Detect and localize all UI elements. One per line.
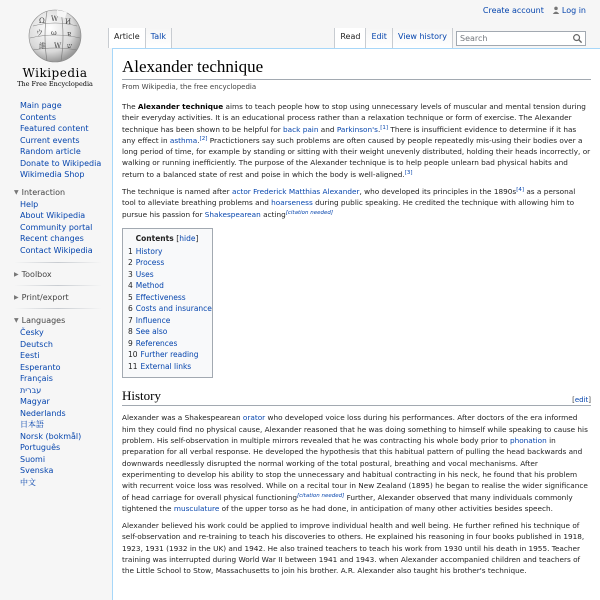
reference-link[interactable]: [2] — [199, 135, 208, 142]
personal-tools — [483, 6, 586, 15]
portal-divider — [14, 308, 102, 309]
text: Alexander was a Shakespearean — [122, 413, 243, 423]
text: Further, Alexander observed that many individuals commonly tightened the — [122, 492, 573, 513]
tab-edit[interactable]: Edit — [366, 28, 393, 48]
user-icon — [552, 6, 560, 14]
history-paragraph-2: Alexander believed his work could be applied to improve individual health and well being. He further refined his technique of self-observation and re-training to teach his discoveries to others. He explained his reasoning in four books published in 1918, 1923, 1931 (1932 in the UK) and 1942. He also trained teachers to teach his work from 1930 until his death in 1955. Teacher training was interrupted during World War II between 1941 and 1943. when Alexander accompanied children and teachers of the Little School to Stow, Massachusetts to join his brother. A.R. Alexander also taught his brother's technique. — [122, 521, 585, 576]
sidebar — [0, 100, 112, 488]
text: Practictioners say such problems are often caused by people repeatedly mis-using their bodies over a long period of time, for example by standing or sitting with their weight unevenly distributed, holding their heads incorrectly, or walking or running inefficiently. The purpose of the Alexander technique is to help people unlearn bad physical habits and return to a balanced state of rest and poise in which the body is well-aligned. — [122, 135, 591, 179]
link-parkinsons[interactable]: Parkinson's — [336, 124, 378, 134]
sidebar-navigation — [0, 100, 112, 181]
text: of the upper torso as he had done, in anticipation of many other activities besides speech. — [219, 503, 553, 513]
toc-item[interactable] — [128, 257, 206, 269]
language-link[interactable]: Magyar — [20, 397, 50, 406]
toc-title-row: Contents [hide] — [135, 233, 199, 243]
language-link[interactable]: Deutsch — [20, 339, 53, 349]
language-link[interactable]: Português — [20, 443, 61, 452]
svg-text:И: И — [65, 18, 72, 26]
namespace-tabs — [108, 28, 172, 48]
toc-link[interactable]: Effectiveness — [135, 292, 186, 302]
toc-item[interactable] — [128, 269, 206, 281]
toc-link[interactable]: Process — [135, 258, 165, 268]
link-musculature[interactable]: musculature — [173, 503, 220, 513]
article-content — [112, 48, 600, 600]
sidebar-item-featured-content[interactable]: Featured content — [20, 124, 89, 133]
intro-paragraph-1 — [122, 101, 591, 180]
sidebar-item-recent-changes[interactable]: Recent changes — [20, 234, 84, 243]
link-orator[interactable]: orator — [242, 413, 266, 423]
toc-item[interactable] — [128, 280, 206, 292]
sidebar-item-main-page[interactable]: Main page — [20, 101, 62, 110]
portal-languages — [0, 327, 112, 488]
sidebar-item-about[interactable]: About Wikipedia — [20, 211, 86, 220]
svg-text:ש: ש — [67, 42, 72, 50]
tab-view-history[interactable]: View history — [393, 28, 453, 48]
text: who developed voice loss during his performances. After doctors of the era informed him they could find no physical cause, Alexander reasoned that he was doing something to himself while speaking to cause his problem. His self-observation in multiple mirrors revealed that he was contracting his whole body prior to — [122, 413, 588, 446]
toc-link[interactable]: Influence — [135, 315, 171, 325]
tab-talk[interactable]: Talk — [146, 28, 172, 48]
logo-wordmark: Wikipedia — [22, 66, 88, 80]
text: aims to teach people how to stop using unnecessary levels of muscular and mental tension during their everyday activities. It is an educational process rather than a relaxation technique or form of exercise. The Alexander technique has been shown to be helpful for — [122, 102, 586, 134]
language-link[interactable]: Nederlands — [20, 408, 66, 418]
language-link[interactable]: Français — [20, 374, 53, 383]
language-link[interactable]: Suomi — [20, 454, 46, 464]
link-back-pain[interactable]: back pain — [283, 124, 319, 134]
text: during public speaking. He credited the technique with allowing him to pursue his passion for — [122, 198, 575, 219]
toc-link[interactable]: External links — [140, 361, 192, 371]
portal-divider — [14, 262, 102, 263]
toc-item[interactable] — [128, 246, 206, 258]
toc-link[interactable]: Further reading — [140, 350, 199, 360]
text: There is insufficient evidence to determine if it has any effect in — [122, 124, 577, 145]
history-paragraph-1 — [122, 412, 591, 514]
text: as a personal tool to alleviate breathing problems and — [122, 187, 576, 208]
toc-number: 11 — [128, 361, 138, 371]
site-subtitle: From Wikipedia, the free encyclopedia — [122, 83, 257, 91]
sidebar-item-random-article[interactable]: Random article — [20, 147, 81, 156]
text: . — [377, 124, 381, 134]
toc-link[interactable]: See also — [135, 327, 168, 337]
section-heading-history: History — [122, 388, 161, 404]
portal-interaction — [0, 199, 112, 257]
citation-needed-link[interactable]: [citation needed] — [296, 492, 345, 499]
portal-interaction-toggle[interactable] — [0, 188, 112, 197]
toc-link[interactable]: References — [135, 338, 178, 348]
text: and — [318, 124, 337, 134]
language-link[interactable]: 中文 — [20, 477, 36, 487]
puzzle-globe-icon — [27, 8, 83, 64]
svg-text:維: 維 — [39, 42, 46, 50]
portal-toolbox-toggle[interactable] — [0, 270, 112, 279]
sidebar-item-contents[interactable]: Contents — [20, 112, 56, 122]
toc-link[interactable]: History — [135, 246, 163, 256]
language-link[interactable]: 日本語 — [20, 420, 44, 429]
view-tabs — [334, 28, 586, 48]
svg-text:Ω: Ω — [39, 17, 45, 25]
sidebar-item-community-portal[interactable]: Community portal — [20, 222, 93, 232]
toc-item[interactable] — [128, 361, 206, 373]
toc-number: 8 — [128, 327, 133, 337]
text: The technique is named after — [122, 187, 232, 197]
search-input[interactable] — [456, 31, 586, 46]
toc-link[interactable]: Costs and insurance — [135, 304, 212, 314]
triangle-down-icon: ▼ — [14, 317, 19, 324]
svg-text:W: W — [51, 15, 59, 23]
table-of-contents — [122, 228, 213, 379]
toc-number: 3 — [128, 269, 133, 279]
portal-print-toggle[interactable] — [0, 293, 112, 302]
svg-text:ɐ: ɐ — [67, 30, 72, 38]
link-shakespearean[interactable]: Shakespearean — [204, 209, 261, 219]
text: in preparation for all verbal response. He developed the hypothesis that this habitual pattern of pulling the head backwards and downwards needlessly disrupted the normal working of the total postural, breathing and vocal mechanisms. After experimenting to develop his ability to stop the unnecessary and habitual contracting in his neck, he found that his problem with recurrent voice loss was resolved. While on a recital tour in New Zealand (1895) he began to realise the wider significance of head carriage for overall physical functioning — [122, 436, 588, 502]
svg-text:ω: ω — [51, 29, 57, 37]
language-link[interactable]: Norsk (bokmål) — [20, 431, 82, 441]
svg-text:ウ: ウ — [36, 29, 43, 37]
login-link-wrap[interactable] — [552, 6, 586, 15]
sidebar-item-contact[interactable]: Contact Wikipedia — [20, 245, 93, 255]
toc-number: 4 — [128, 281, 133, 291]
link-hoarseness[interactable]: hoarseness — [271, 198, 313, 208]
edit-section-link[interactable]: edit — [574, 396, 589, 405]
toc-number: 9 — [128, 338, 133, 348]
text: . — [197, 135, 200, 145]
text: The — [122, 102, 138, 111]
toc-number: 10 — [128, 350, 138, 360]
link-asthma[interactable]: asthma — [169, 135, 198, 145]
create-account-link[interactable]: Create account — [482, 6, 544, 15]
triangle-down-icon: ▼ — [14, 188, 19, 196]
toc-number: 6 — [128, 304, 133, 314]
citation-needed-link[interactable]: [citation needed] — [285, 209, 334, 216]
toc-item[interactable] — [128, 338, 206, 350]
text: , who developed its principles in the 1890s — [359, 187, 517, 197]
search-placeholder: Search — [460, 33, 488, 43]
logo-tagline: The Free Encyclopedia — [17, 80, 93, 88]
portal-divider — [14, 285, 102, 286]
toc-item[interactable] — [128, 315, 206, 327]
sidebar-item-wikimedia-shop[interactable]: Wikimedia Shop — [20, 170, 85, 179]
reference-link[interactable]: [4] — [516, 187, 525, 194]
search-icon[interactable] — [572, 33, 583, 44]
link-frederick-alexander[interactable]: actor Frederick Matthias Alexander — [231, 187, 360, 197]
triangle-right-icon: ▶ — [14, 271, 19, 278]
link-phonation[interactable]: phonation — [509, 436, 547, 446]
toc-link[interactable]: Method — [135, 281, 164, 291]
portal-languages-toggle[interactable] — [0, 316, 112, 325]
toc-item[interactable] — [128, 292, 206, 304]
toc-list — [128, 246, 212, 373]
portal-interaction-heading: Interaction — [21, 187, 66, 197]
toc-number: 5 — [128, 292, 133, 302]
login-link[interactable]: Log in — [561, 6, 586, 15]
language-link[interactable]: Svenska — [20, 466, 54, 475]
language-link[interactable]: Esperanto — [20, 362, 61, 372]
language-link[interactable]: עברית — [20, 385, 42, 395]
toc-number: 1 — [128, 246, 133, 256]
toc-hide-toggle[interactable]: hide — [179, 233, 196, 243]
page-title: Alexander technique — [122, 57, 591, 80]
section-heading-row: History [edit] — [122, 388, 591, 405]
tab-read[interactable]: Read — [334, 28, 366, 48]
triangle-right-icon: ▶ — [14, 294, 19, 301]
tab-article[interactable]: Article — [108, 28, 146, 48]
portal-languages-heading: Languages — [21, 316, 66, 325]
language-link[interactable]: Eesti — [20, 351, 40, 360]
portal-toolbox-heading: Toolbox — [21, 270, 52, 279]
toc-item[interactable] — [128, 303, 212, 315]
toc-number: 7 — [128, 315, 133, 325]
reference-link[interactable]: [3] — [404, 169, 413, 176]
toc-title: Contents — [135, 233, 174, 243]
wikipedia-logo[interactable] — [14, 8, 96, 94]
text: acting — [260, 209, 286, 219]
bold-term: Alexander technique — [137, 102, 224, 111]
language-link[interactable]: Česky — [20, 328, 44, 337]
portal-print-heading: Print/export — [21, 293, 69, 302]
reference-link[interactable]: [1] — [380, 124, 389, 131]
toc-item[interactable] — [128, 326, 206, 338]
sidebar-item-donate[interactable]: Donate to Wikipedia — [20, 158, 102, 168]
toc-number: 2 — [128, 258, 133, 268]
sidebar-item-current-events[interactable]: Current events — [20, 135, 80, 145]
svg-text:W: W — [54, 42, 62, 50]
toc-link[interactable]: Uses — [135, 269, 154, 279]
toc-item[interactable] — [128, 349, 206, 361]
sidebar-item-help[interactable]: Help — [20, 199, 39, 209]
intro-paragraph-2 — [122, 186, 591, 220]
